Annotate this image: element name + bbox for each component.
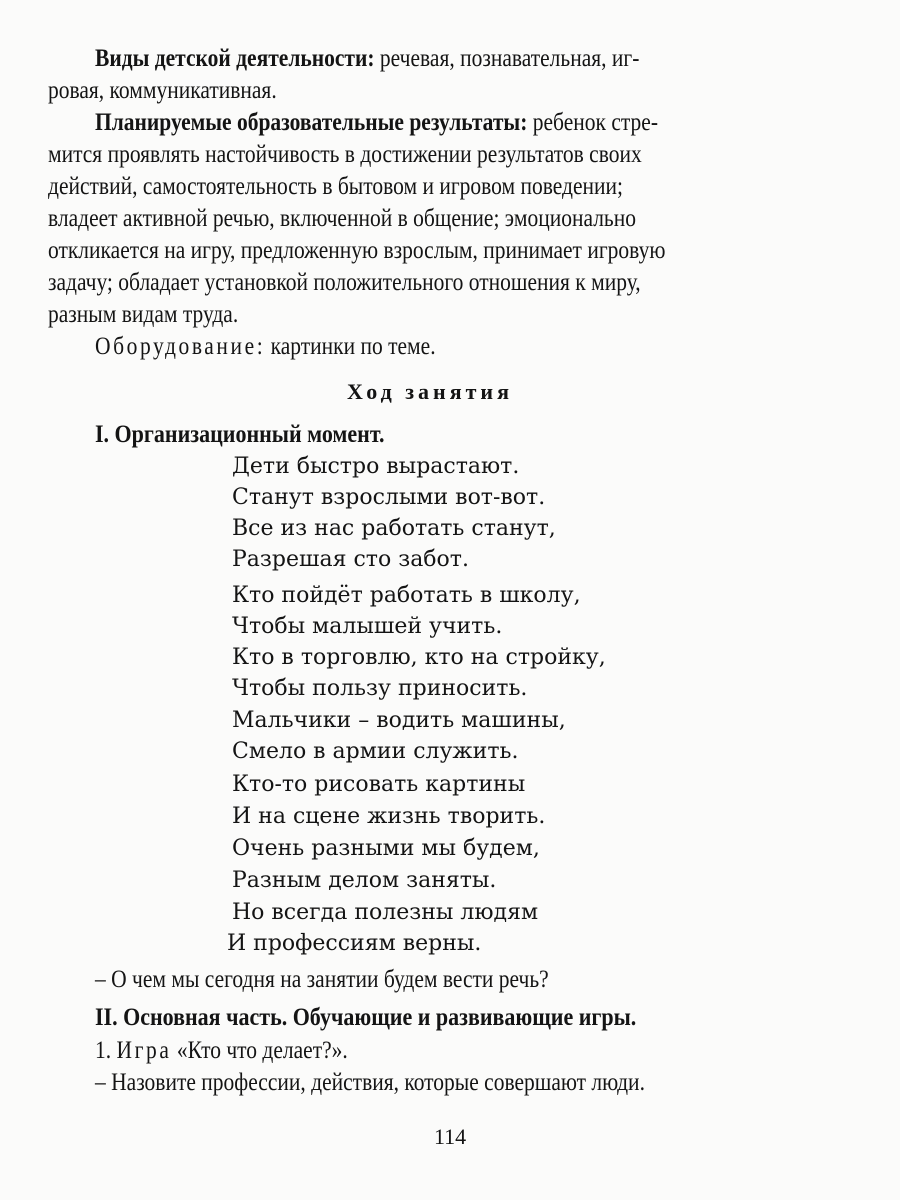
poem-line: Разным делом заняты. bbox=[232, 868, 497, 893]
results-line: владеет активной речью, включенной в общение; эмоционально bbox=[48, 205, 636, 232]
poem-line: Кто пойдёт работать в школу, bbox=[232, 583, 581, 608]
section-1-title bbox=[95, 420, 385, 450]
equipment-label: Оборудование: bbox=[95, 333, 266, 360]
section-1-title-text: I. Организационный момент. bbox=[95, 421, 385, 448]
page-number: 114 bbox=[434, 1124, 467, 1149]
poem-line: Смело в армии служить. bbox=[232, 739, 519, 764]
poem-line: Чтобы пользу приносить. bbox=[232, 676, 528, 701]
poem-line: Разрешая сто забот. bbox=[232, 547, 469, 572]
poem-line: И профессиям верны. bbox=[227, 931, 482, 956]
poem-line: И на сцене жизнь творить. bbox=[232, 804, 546, 829]
activities-line-1 bbox=[95, 44, 639, 74]
results-text: ребенок стре- bbox=[527, 109, 658, 136]
results-line: действий, самостоятельность в бытовом и игровом поведении; bbox=[48, 173, 623, 200]
poem-line: Кто-то рисовать картины bbox=[232, 772, 526, 797]
poem-line: Все из нас работать станут, bbox=[232, 516, 556, 541]
poem-line: Дети быстро вырастают. bbox=[232, 454, 520, 479]
equipment-value: картинки по теме. bbox=[265, 333, 436, 360]
instruction-line: – Назовите профессии, действия, которые совершают люди. bbox=[95, 1069, 645, 1096]
poem-line: Кто в торговлю, кто на стройку, bbox=[232, 645, 606, 670]
equipment-line bbox=[95, 332, 436, 362]
results-line: мится проявлять настойчивость в достижении результатов своих bbox=[48, 141, 642, 168]
lesson-heading: Ход занятия bbox=[347, 379, 514, 404]
section-2-title-text: II. Основная часть. Обучающие и развивающие игры. bbox=[95, 1004, 637, 1031]
poem-line: Мальчики – водить машины, bbox=[232, 708, 566, 733]
results-line: откликается на игру, предложенную взрослым, принимает игровую bbox=[48, 237, 666, 264]
activities-text: речевая, познавательная, иг- bbox=[374, 45, 640, 72]
poem-line: Станут взрослыми вот-вот. bbox=[232, 485, 546, 510]
section-2-title bbox=[95, 1003, 636, 1033]
activities-line-2: ровая, коммуникативная. bbox=[48, 77, 277, 104]
game-name: «Кто что делает?». bbox=[171, 1037, 348, 1064]
poem-line: Чтобы малышей учить. bbox=[232, 614, 503, 639]
results-line-1 bbox=[95, 108, 658, 138]
poem-line: Но всегда полезны людям bbox=[232, 900, 539, 925]
game-number: 1. bbox=[95, 1037, 112, 1064]
game-line bbox=[95, 1036, 348, 1066]
question-line: – О чем мы сегодня на занятии будем вести речь? bbox=[95, 966, 549, 993]
results-label: Планируемые образовательные результаты: bbox=[95, 109, 528, 136]
results-line: задачу; обладает установкой положительного отношения к миру, bbox=[48, 269, 641, 296]
activities-label: Виды детской деятельности: bbox=[95, 45, 375, 72]
results-line: разным видам труда. bbox=[48, 301, 239, 328]
poem-line: Очень разными мы будем, bbox=[232, 836, 540, 861]
game-label: Игра bbox=[116, 1037, 172, 1064]
